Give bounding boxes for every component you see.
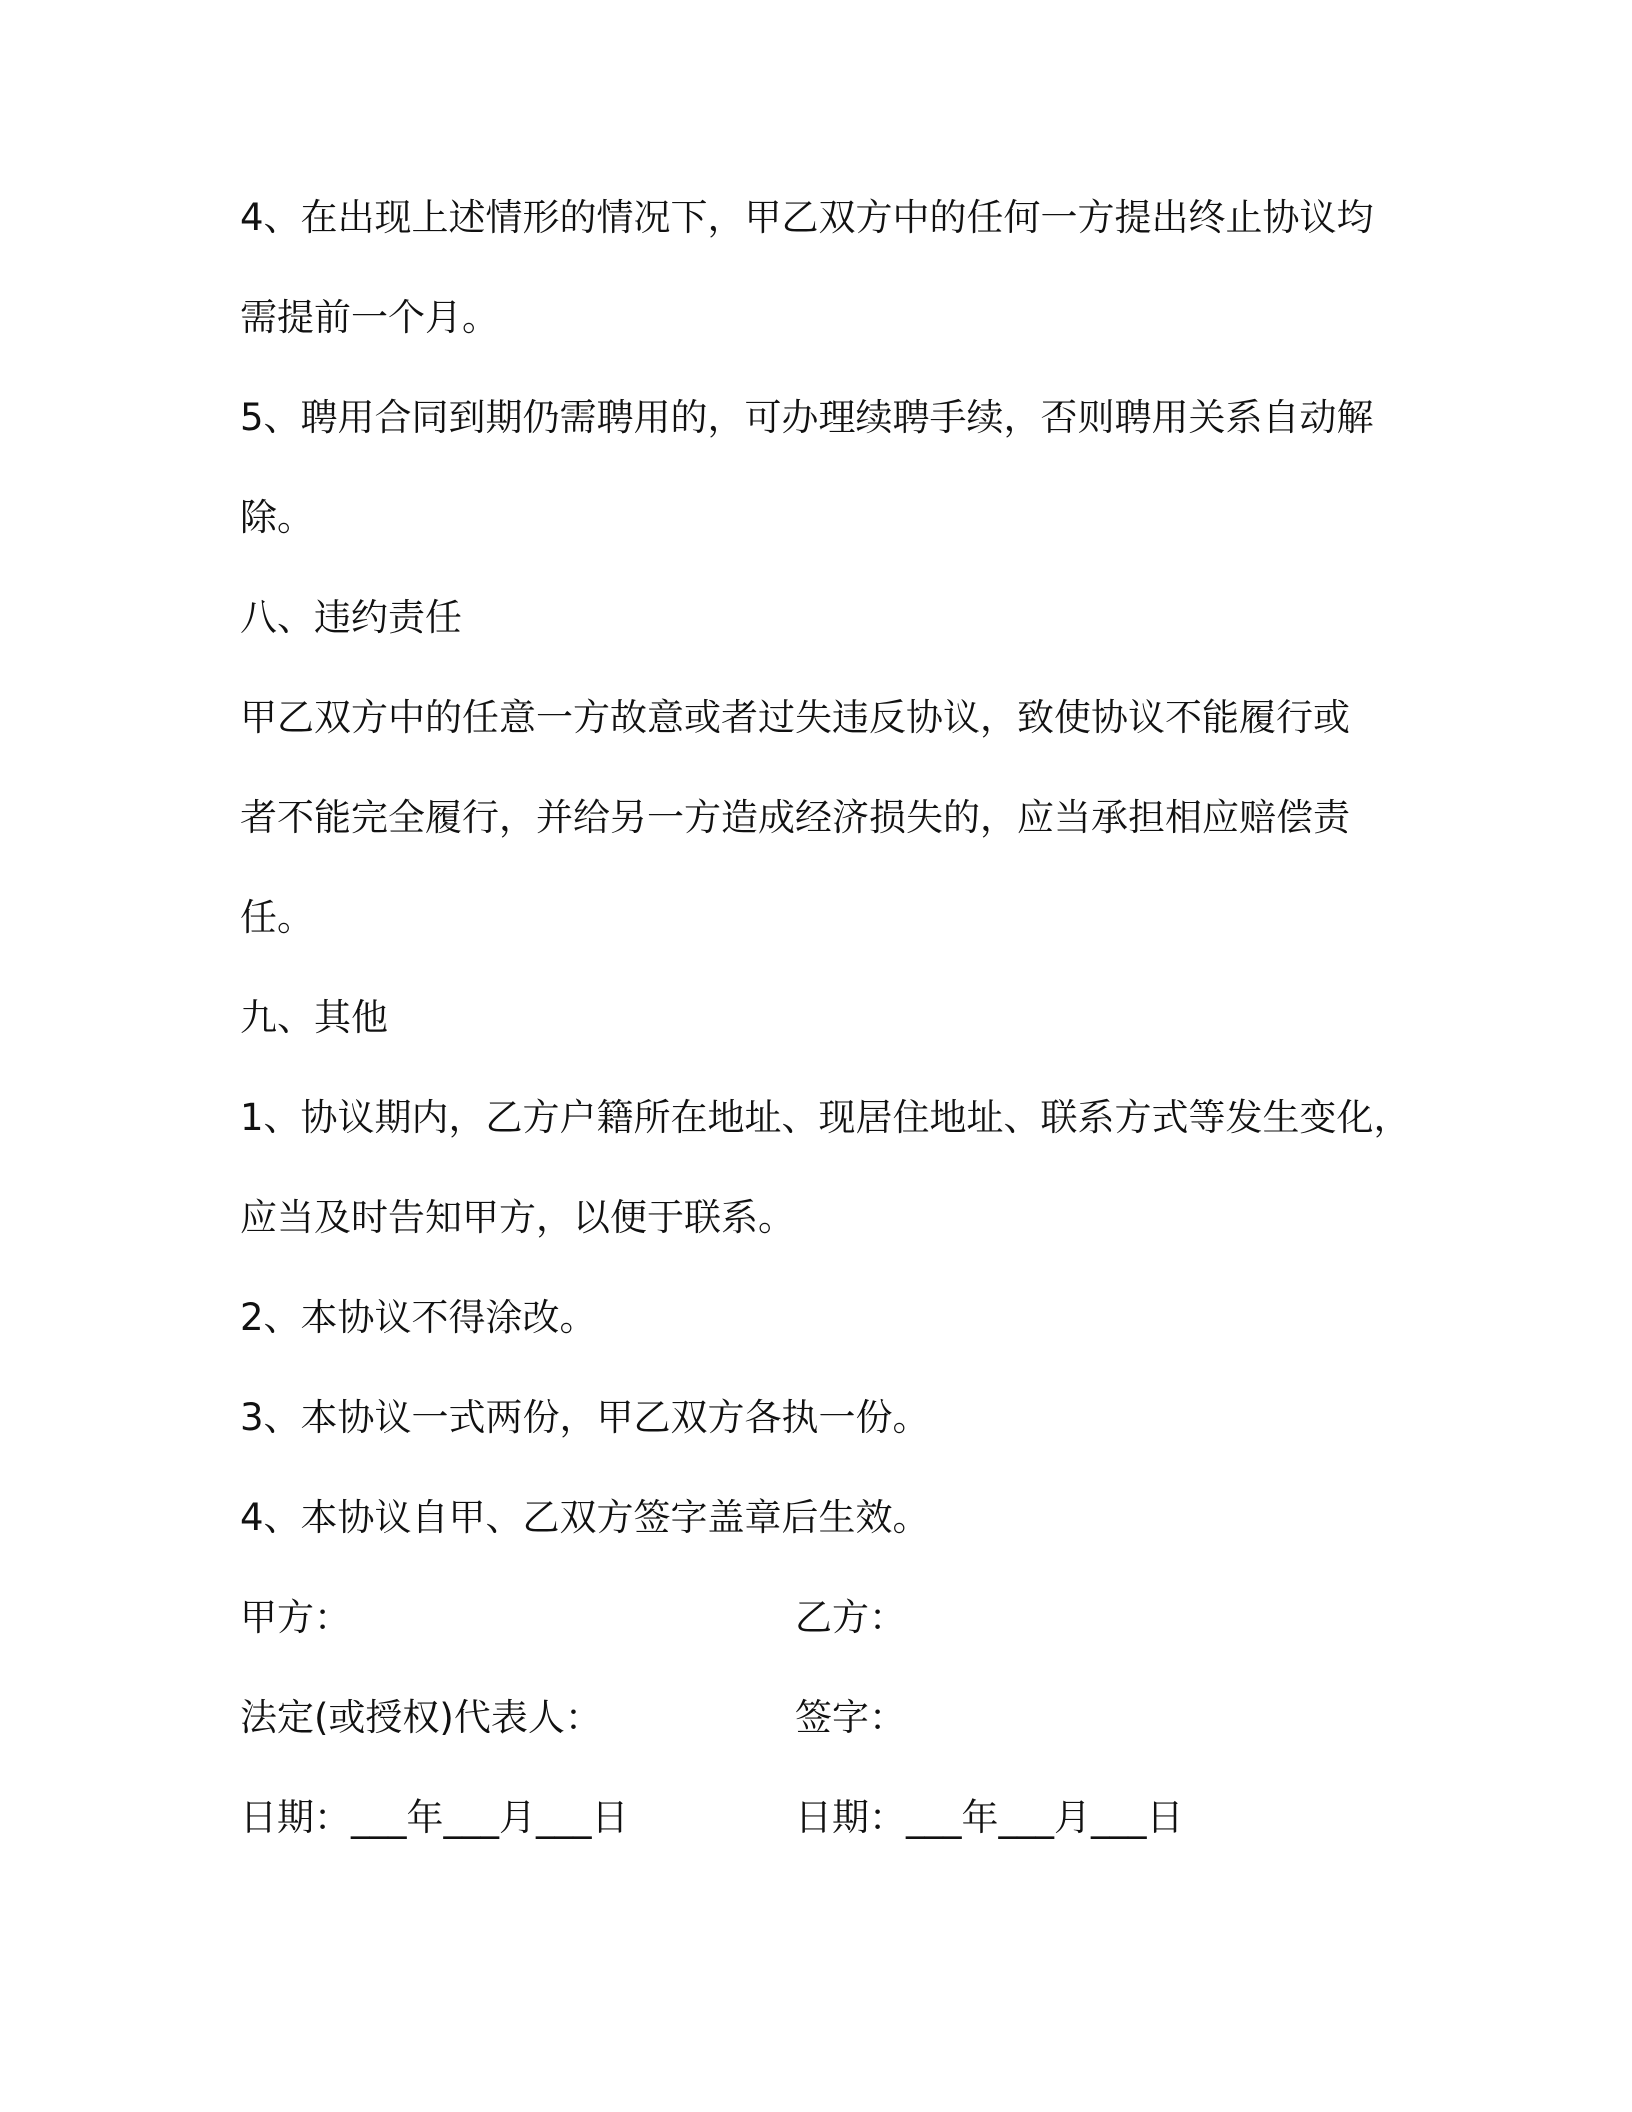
clause-line: 者不能完全履行，并给另一方造成经济损失的，应当承担相应赔偿责 [240, 796, 1350, 839]
section-heading: 八、违约责任 [240, 596, 462, 639]
clause-line: 5、聘用合同到期仍需聘用的，可办理续聘手续，否则聘用关系自动解 [240, 396, 1374, 439]
clause-line: 4、在出现上述情形的情况下，甲乙双方中的任何一方提出终止协议均 [240, 196, 1374, 239]
clause-line: 应当及时告知甲方，以便于联系。 [240, 1196, 795, 1239]
clause-line: 2、本协议不得涂改。 [240, 1296, 597, 1339]
date-party-a: 日期：___年___月___日 [240, 1796, 629, 1839]
legal-representative-label: 法定(或授权)代表人： [240, 1696, 602, 1739]
clause-line: 甲乙双方中的任意一方故意或者过失违反协议，致使协议不能履行或 [240, 696, 1350, 739]
clause-line: 除。 [240, 496, 314, 539]
date-party-b: 日期：___年___月___日 [795, 1796, 1184, 1839]
party-b-label: 乙方： [795, 1596, 906, 1639]
party-a-label: 甲方： [240, 1596, 351, 1639]
section-heading: 九、其他 [240, 996, 388, 1039]
clause-line: 4、本协议自甲、乙双方签字盖章后生效。 [240, 1496, 930, 1539]
clause-line: 任。 [240, 896, 314, 939]
clause-line: 1、协议期内，乙方户籍所在地址、现居住地址、联系方式等发生变化， [240, 1096, 1411, 1139]
signature-label: 签字： [795, 1696, 906, 1739]
clause-line: 需提前一个月。 [240, 296, 499, 339]
clause-line: 3、本协议一式两份，甲乙双方各执一份。 [240, 1396, 930, 1439]
